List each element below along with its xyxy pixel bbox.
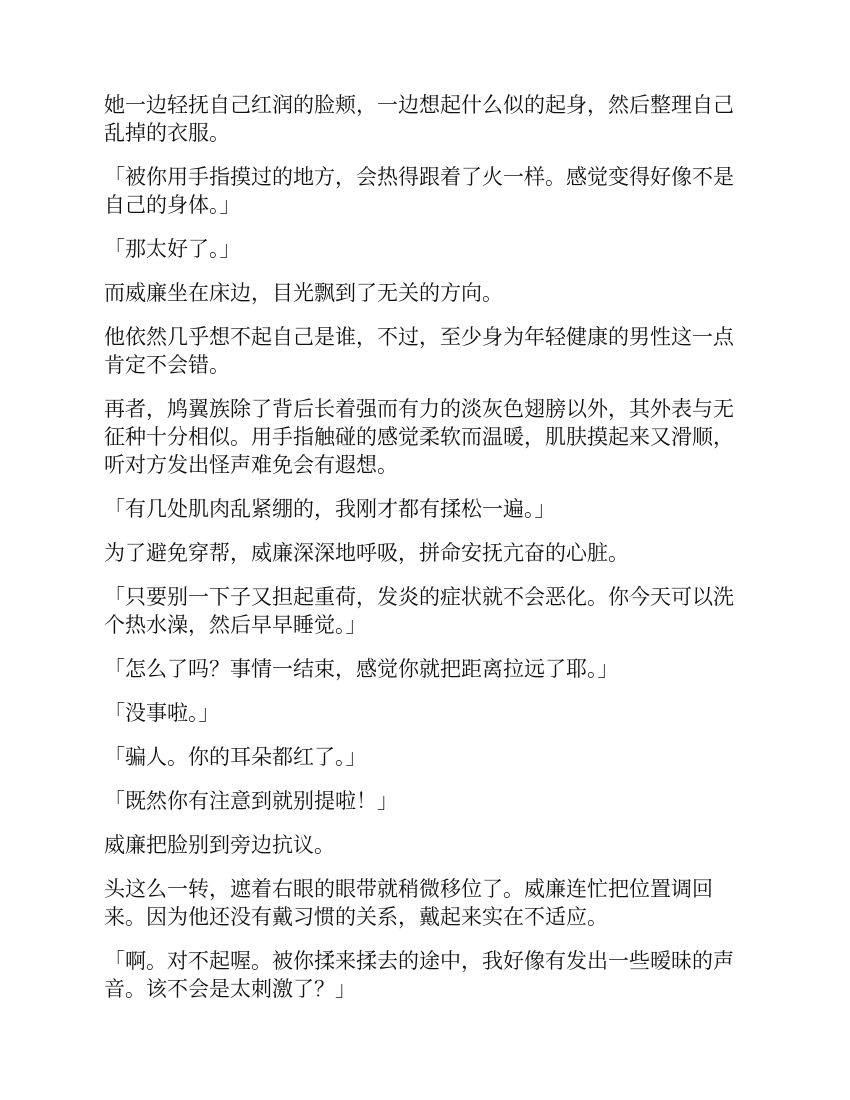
paragraph-15: 头这么一转，遮着右眼的眼带就稍微移位了。威廉连忙把位置调回来。因为他还没有戴习惯的关系，戴起来实在不适应。 <box>104 877 713 929</box>
paragraph-14: 威廉把脸别到旁边抗议。 <box>104 833 335 857</box>
paragraph-7: 「有几处肌肉乱紧绷的，我刚才都有揉松一遍。」 <box>104 497 556 521</box>
paragraph-13: 「既然你有注意到就别提啦！」 <box>104 789 398 813</box>
paragraph-5: 他依然几乎想不起自己是谁，不过，至少身为年轻健康的男性这一点肯定不会错。 <box>104 325 734 377</box>
paragraph-11: 「没事啦。」 <box>104 701 220 725</box>
paragraph-6: 再者，鸠翼族除了背后长着强而有力的淡灰色翅膀以外，其外表与无征种十分相似。用手指触碰的感觉柔软而温暖，肌肤摸起来又滑顺，听对方发出怪声难免会有遐想。 <box>104 397 734 477</box>
paragraph-4: 而威廉坐在床边，目光飘到了无关的方向。 <box>104 281 503 305</box>
paragraph-9: 「只要别一下子又担起重荷，发炎的症状就不会恶化。你今天可以洗个热水澡，然后早早睡觉。」 <box>104 585 734 637</box>
paragraph-12: 「骗人。你的耳朵都红了。」 <box>104 745 367 769</box>
paragraph-10: 「怎么了吗？事情一结束，感觉你就把距离拉远了耶。」 <box>104 657 619 681</box>
paragraph-2: 「被你用手指摸过的地方，会热得跟着了火一样。感觉变得好像不是自己的身体。」 <box>104 165 734 217</box>
paragraph-3: 「那太好了。」 <box>104 237 241 261</box>
paragraph-8: 为了避免穿帮，威廉深深地呼吸，拼命安抚亢奋的心脏。 <box>104 541 629 565</box>
document-page <box>104 91 748 1019</box>
paragraph-16: 「啊。对不起喔。被你揉来揉去的途中，我好像有发出一些暧昧的声音。该不会是太刺激了？」 <box>104 949 734 1001</box>
paragraph-1: 她一边轻抚自己红润的脸颊，一边想起什么似的起身，然后整理自己乱掉的衣服。 <box>104 93 734 145</box>
